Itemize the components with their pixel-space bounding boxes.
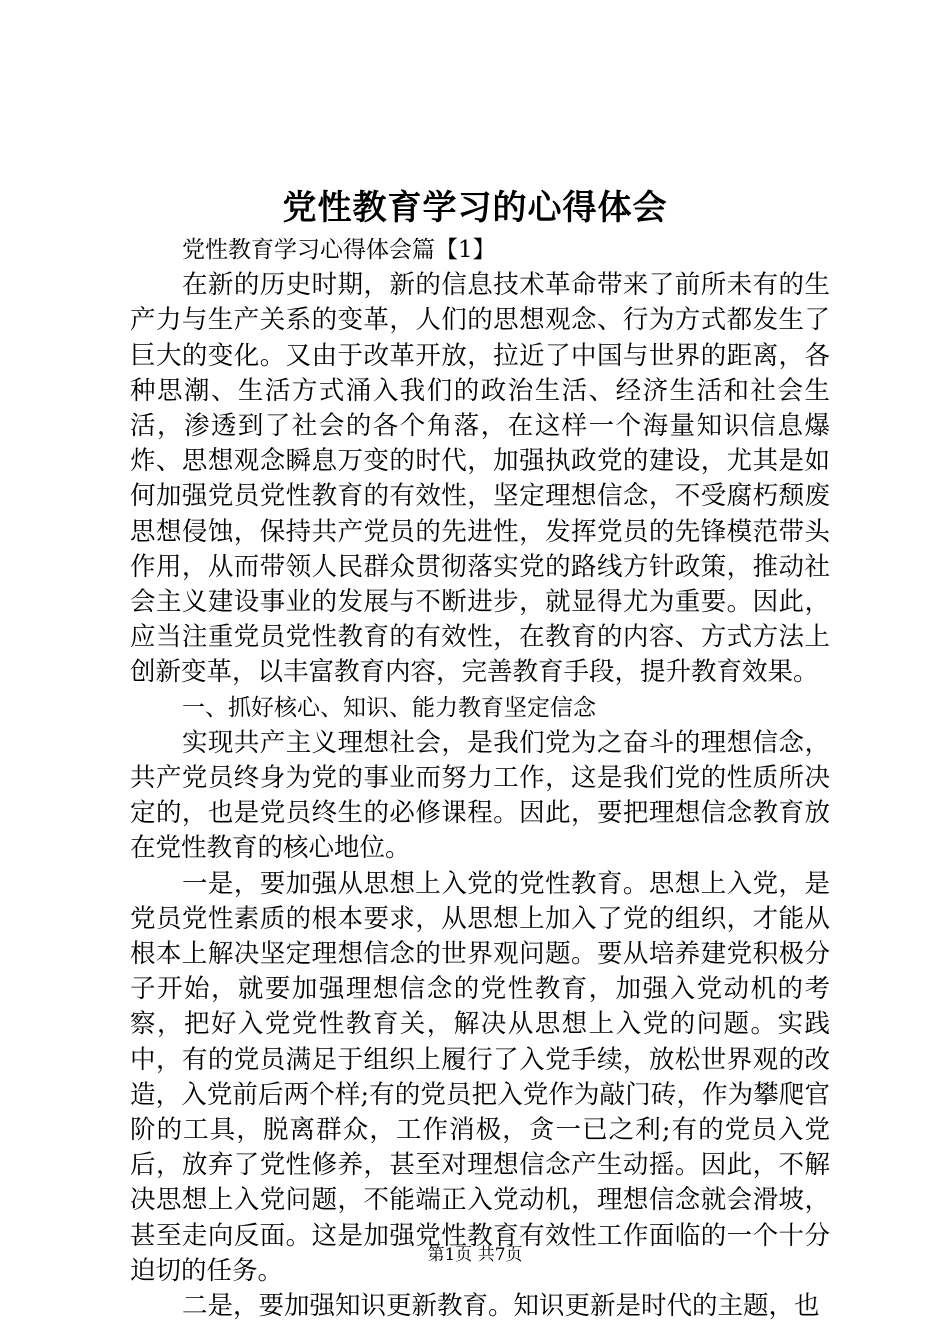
page-footer: 第1页 共7页 [427,1245,523,1265]
document-body [130,233,830,1324]
section-heading: 一、抓好核心、知识、能力教育坚定信念 [182,694,596,721]
section-subtitle: 党性教育学习心得体会篇【1】 [182,237,496,263]
paragraph-core: 实现共产主义理想社会，是我们党为之奋斗的理想信念，共产党员终身为党的事业而努力工作，这是我们党的性质所决定的，也是党员终生的必修课程。因此，要把理想信念教育放在党性教育的核心地位。 [130,727,830,864]
document-title: 党性教育学习的心得体会 [282,188,668,228]
paragraph-point-two: 二是，要加强知识更新教育。知识更新是时代的主题，也 [182,1291,820,1322]
paragraph-point-one: 一是，要加强从思想上入党的党性教育。思想上入党，是党员党性素质的根本要求，从思想上加入了党的组织，才能从根本上解决坚定理想信念的世界观问题。要从培养建党积极分子开始，就要加强理想信念的党性教育，加强入党动机的考察，把好入党党性教育关，解决从思想上入党的问题。实践中，有的党员满足于组织上履行了入党手续，放松世界观的改造，入党前后两个样;有的党员把入党作为敲门砖，作为攀爬官阶的工具，脱离群众，工作消极，贪一已之利;有的党员入党后，放弃了党性修养，甚至对理想信念产生动摇。因此，不解决思想上入党问题，不能端正入党动机，理想信念就会滑坡，甚至走向反面。这是加强党性教育有效性工作面临的一个十分迫切的任务。 [130,868,830,1286]
paragraph-intro: 在新的历史时期，新的信息技术革命带来了前所未有的生产力与生产关系的变革，人们的思想观念、行为方式都发生了巨大的变化。又由于改革开放，拉近了中国与世界的距离，各种思潮、生活方式涌入我们的政治生活、经济生活和社会生活，渗透到了社会的各个角落，在这样一个海量知识信息爆炸、思想观念瞬息万变的时代，加强执政党的建设，尤其是如何加强党员党性教育的有效性，坚定理想信念，不受腐朽颓废思想侵蚀，保持共产党员的先进性，发挥党员的先锋模范带头作用，从而带领人民群众贯彻落实党的路线方针政策，推动社会主义建设事业的发展与不断进步，就显得尤为重要。因此，应当注重党员党性教育的有效性，在教育的内容、方式方法上创新变革，以丰富教育内容，完善教育手段，提升教育效果。 [130,270,830,688]
